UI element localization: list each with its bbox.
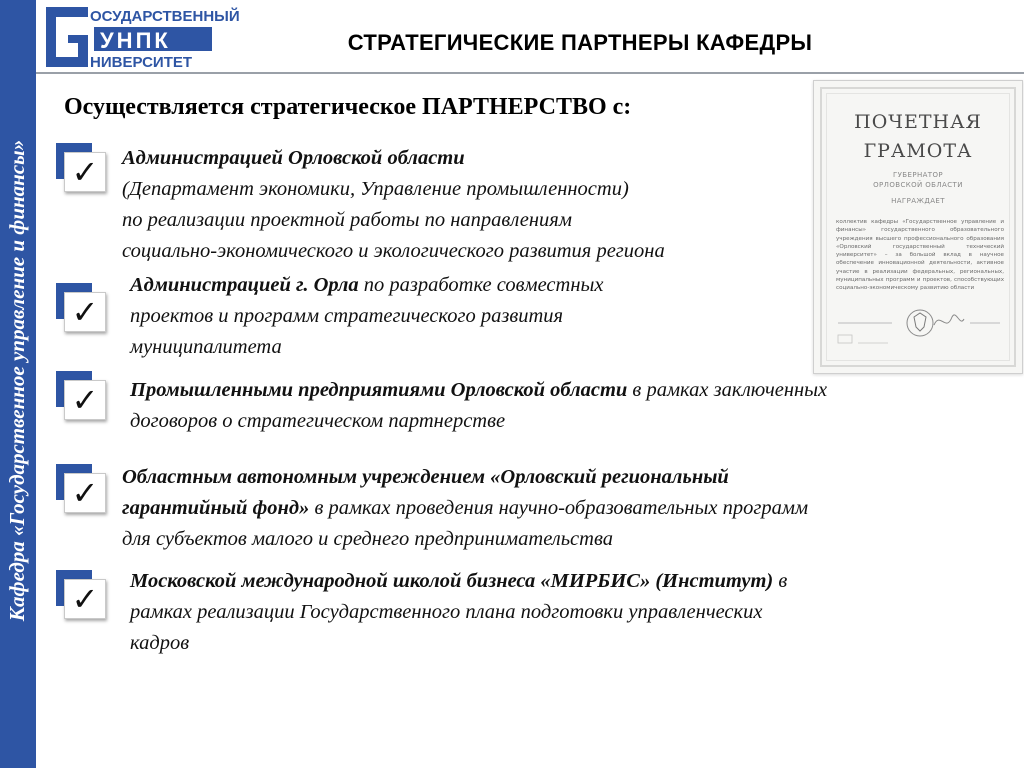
logo-text-bottom: НИВЕРСИТЕТ [90, 54, 193, 71]
partner-name: Администрацией Орловской области [122, 147, 465, 169]
partner-detail: по разработке совместных [358, 274, 604, 296]
certificate-issuer-line1: ГУБЕРНАТОР [892, 171, 944, 179]
certificate-title-line1: ПОЧЕТНАЯ [854, 111, 982, 133]
page-title: СТРАТЕГИЧЕСКИЕ ПАРТНЕРЫ КАФЕДРЫ [347, 30, 813, 55]
partner-detail: договоров о стратегическом партнерстве [130, 410, 506, 432]
checkbox-icon: ✓ [56, 371, 108, 419]
partner-item-industrial-enterprises [130, 375, 827, 437]
partner-detail: проектов и программ стратегического развития [130, 305, 564, 327]
partner-detail: муниципалитета [130, 336, 282, 358]
checkbox-icon: ✓ [56, 143, 108, 191]
sidebar-text-wrap [3, 80, 33, 680]
certificate-awards-label: НАГРАЖДАЕТ [891, 197, 945, 205]
sidebar [0, 0, 36, 768]
partner-name: гарантийный фонд» [122, 497, 310, 519]
honorary-certificate-image [813, 80, 1023, 374]
header-divider [36, 72, 1024, 74]
partner-detail: для субъектов малого и среднего предпринимательства [122, 528, 613, 550]
logo-text-top: ОСУДАРСТВЕННЫЙ [90, 8, 240, 25]
partner-detail: в [773, 570, 788, 592]
partner-name: Промышленными предприятиями Орловской области [130, 379, 628, 401]
partner-name: Московской международной школой бизнеса «МИРБИС» (Институт) [130, 570, 774, 592]
partner-detail: в рамках проведения научно-образовательных программ [309, 497, 809, 519]
certificate-title-line2: ГРАМОТА [863, 140, 973, 162]
partner-item-city-administration [130, 270, 604, 363]
checkbox-icon: ✓ [56, 464, 108, 512]
partner-item-guarantee-fund [122, 462, 808, 555]
checkbox-icon: ✓ [56, 283, 108, 331]
partner-name: Областным автономным учреждением «Орловский региональный [122, 466, 729, 488]
partner-item-mirbis [130, 566, 787, 659]
certificate-signature-block [834, 303, 1004, 353]
partner-detail: социально-экономического и экологического развития региона [122, 240, 665, 262]
partner-detail: рамках реализации Государственного плана подготовки управленческих [130, 601, 763, 623]
intro-heading: Осуществляется стратегическое ПАРТНЕРСТВО с: [64, 94, 632, 120]
logo-text-middle: УНПК [100, 28, 171, 53]
partner-detail: кадров [130, 632, 190, 654]
sidebar-department-label: Кафедра «Государственное управление и финансы» [5, 139, 30, 621]
partner-detail: в рамках заключенных [627, 379, 828, 401]
partner-item-oblast-administration [122, 143, 665, 267]
partner-detail: (Департамент экономики, Управление промышленности) [122, 178, 629, 200]
university-logo [44, 5, 240, 71]
certificate-body-text: коллектив кафедры «Государственное управление и финансы» государственного образовательного учреждения высшего профессионального образования «Орловский государственный технический университет» – за большой вклад в научное обеспечение инновационной деятельности, активное участие в реализации федеральных, региональных, муниципальных программ и проектов, способствующих социально-экономическому развитию области [836, 219, 1004, 292]
certificate-issuer-line2: ОРЛОВСКОЙ ОБЛАСТИ [873, 181, 963, 189]
checkbox-icon: ✓ [56, 570, 108, 618]
partner-name: Администрацией г. Орла [130, 274, 359, 296]
partner-detail: по реализации проектной работы по направлениям [122, 209, 572, 231]
